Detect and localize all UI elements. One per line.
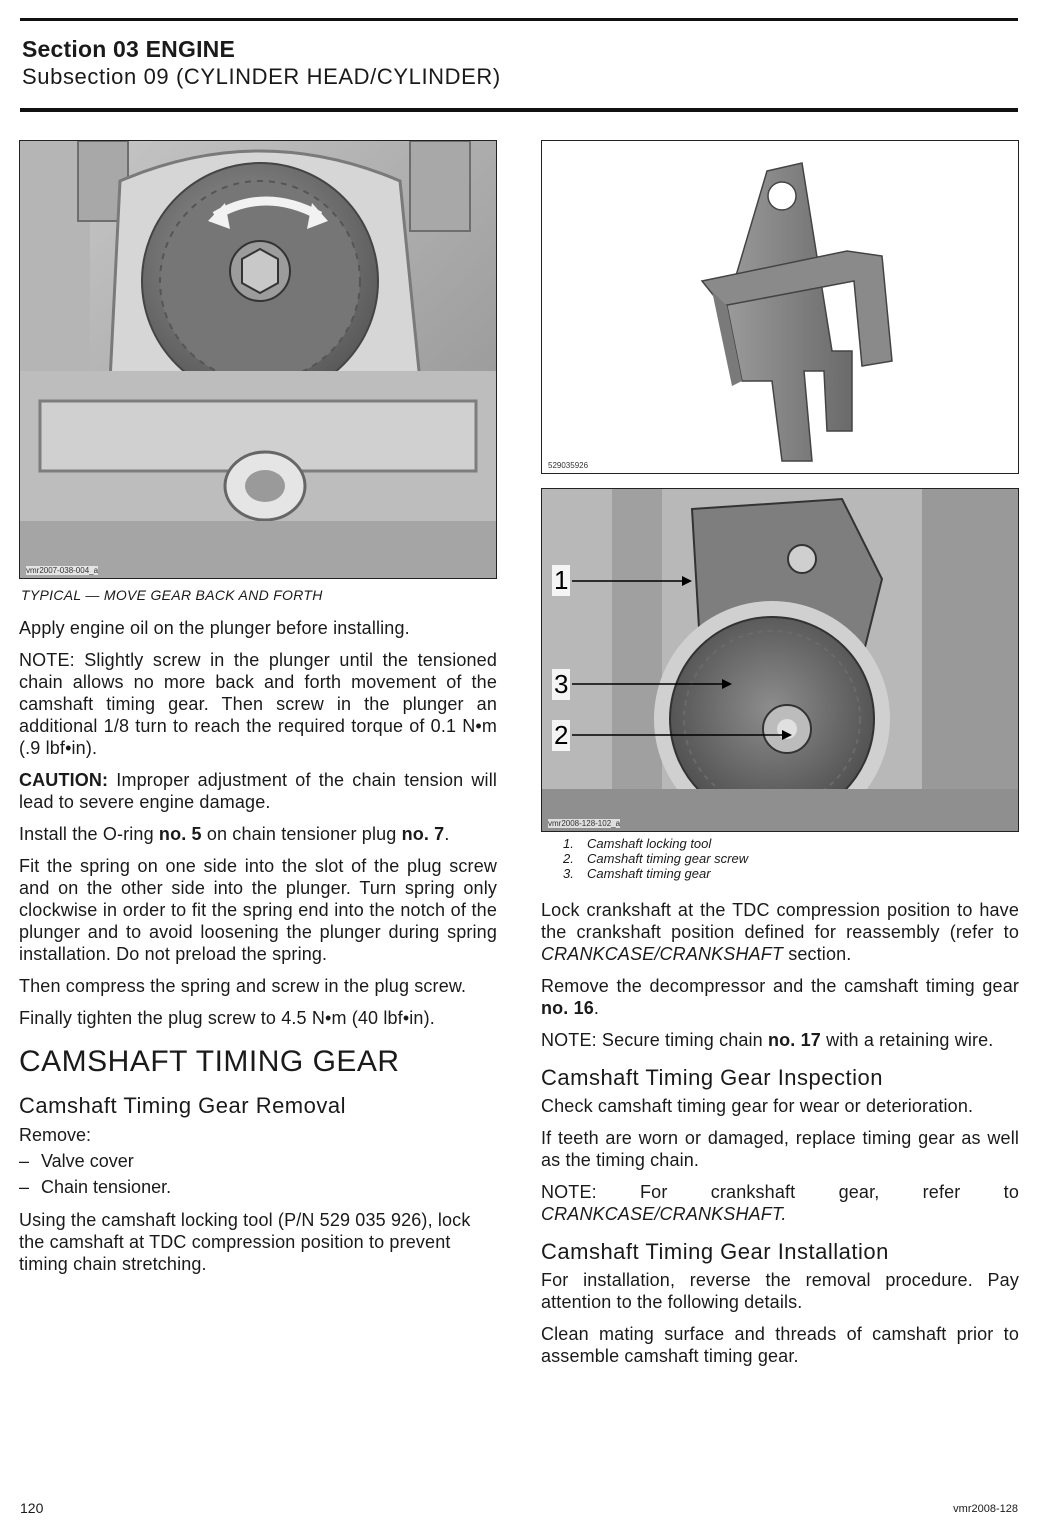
note-label: NOTE:	[541, 1182, 597, 1202]
text-run: .	[593, 998, 600, 1018]
installed-tool-illustration	[542, 489, 1018, 831]
paragraph-spring: Fit the spring on one side into the slot of the plug screw and on the other side into the plunger. Turn spring only clockwise in order to fit the spring end into the notch of the plunger and to avoid loosening the plunger during spring installation. Do not preload the spring.	[19, 856, 497, 964]
right-column	[541, 140, 1019, 1377]
note-label: NOTE:	[541, 1030, 597, 1050]
heading-installation: Camshaft Timing Gear Installation	[541, 1239, 889, 1264]
paragraph-compress: Then compress the spring and screw in the plug screw.	[19, 976, 467, 996]
paragraph-remove-decompressor	[541, 975, 1019, 1019]
note-timing-chain	[541, 1029, 1019, 1051]
document-code: vmr2008-128	[953, 1503, 1018, 1515]
legend-text: Camshaft locking tool	[587, 836, 712, 851]
figure-id: 529035926	[548, 461, 589, 470]
paragraph-oring	[19, 823, 497, 845]
legend-number: 1.	[563, 836, 574, 851]
section-reference: CRANKCASE/CRANKSHAFT.	[541, 1204, 787, 1224]
legend-item	[563, 851, 1019, 866]
figure-locking-tool	[541, 140, 1019, 474]
legend-number: 2.	[563, 851, 574, 866]
caution-text: Improper adjustment of the chain tension will lead to severe engine damage.	[19, 770, 497, 812]
remove-label: Remove:	[19, 1125, 92, 1145]
figure-caption: TYPICAL — MOVE GEAR BACK AND FORTH	[21, 587, 323, 603]
heading-camshaft-timing-gear: CAMSHAFT TIMING GEAR	[19, 1045, 400, 1078]
paragraph-teeth: If teeth are worn or damaged, replace timing gear as well as the timing chain.	[541, 1128, 1019, 1170]
figure-id: vmr2008-128-102_a	[548, 819, 621, 828]
figure-legend	[563, 836, 1019, 881]
legend-text: Camshaft timing gear screw	[587, 851, 749, 866]
paragraph-check: Check camshaft timing gear for wear or deterioration.	[541, 1096, 974, 1116]
text-run: .	[444, 824, 450, 844]
paragraph-lock-crankshaft	[541, 899, 1019, 965]
heading-inspection: Camshaft Timing Gear Inspection	[541, 1065, 883, 1090]
callout-1: 1	[554, 565, 569, 595]
caution-label: CAUTION:	[19, 770, 109, 790]
note-crankshaft-gear	[541, 1181, 1019, 1225]
note-label: NOTE:	[19, 650, 75, 670]
header-rule-bottom	[20, 108, 1018, 112]
legend-item	[563, 836, 1019, 851]
part-ref: no. 16	[541, 998, 594, 1018]
legend-number: 3.	[563, 866, 574, 881]
caution-block	[19, 769, 497, 813]
paragraph-reverse: For installation, reverse the removal procedure. Pay attention to the following details.	[541, 1270, 1019, 1312]
text-run: Install the O-ring	[19, 824, 159, 844]
header-rule-top	[20, 18, 1018, 21]
section-reference: CRANKCASE/CRANKSHAFT	[541, 944, 784, 964]
legend-text: Camshaft timing gear	[587, 866, 711, 881]
subsection-title: Subsection 09 (CYLINDER HEAD/CYLINDER)	[22, 64, 501, 89]
figure-id: vmr2007-038-004_a	[26, 566, 99, 575]
heading-removal: Camshaft Timing Gear Removal	[19, 1093, 346, 1118]
callout-3: 3	[554, 669, 569, 699]
text-run: Remove the decompressor and the camshaft timing gear	[541, 976, 1019, 996]
text-run: with a retaining wire.	[820, 1030, 994, 1050]
legend-item	[563, 866, 1019, 881]
locking-tool-illustration	[542, 141, 1018, 473]
paragraph-locking-tool: Using the camshaft locking tool (P/N 529 035 926), lock the camshaft at TDC compression position to prevent timing chain stretching.	[19, 1210, 471, 1274]
page-number: 120	[20, 1500, 44, 1516]
text-run: For crankshaft gear, refer to	[596, 1182, 1019, 1202]
list-item-text: Chain tensioner.	[41, 1177, 172, 1197]
figure-locking-tool-installed	[541, 488, 1019, 832]
section-title: Section 03 ENGINE	[22, 36, 236, 62]
engine-gear-illustration	[20, 141, 496, 578]
text-run: Lock crankshaft at the TDC compression position to have the crankshaft position defined for reassembly (refer to	[541, 900, 1019, 942]
text-run: Secure timing chain	[596, 1030, 768, 1050]
paragraph-tighten: Finally tighten the plug screw to 4.5 N•m (40 lbf•in).	[19, 1008, 435, 1028]
figure-cylinder-head-gear	[19, 140, 497, 579]
note-text: Slightly screw in the plunger until the tensioned chain allows no more back and forth movement of the camshaft timing gear. Then screw in the plunger an additional 1/8 turn to reach the required torque of 0.1 N•m (.9 lbf•in).	[19, 650, 497, 758]
note-plunger	[19, 649, 497, 759]
callout-2: 2	[554, 720, 569, 750]
part-ref: no. 5	[158, 824, 202, 844]
left-column	[19, 140, 497, 1285]
paragraph-oil: Apply engine oil on the plunger before installing.	[19, 618, 410, 638]
list-item-text: Valve cover	[41, 1151, 134, 1171]
list-item: – Valve cover	[19, 1151, 134, 1171]
paragraph-clean: Clean mating surface and threads of camshaft prior to assemble camshaft timing gear.	[541, 1324, 1019, 1366]
text-run: on chain tensioner plug	[201, 824, 402, 844]
text-run: section.	[783, 944, 852, 964]
list-item: – Chain tensioner.	[19, 1177, 172, 1197]
part-ref: no. 17	[768, 1030, 821, 1050]
part-ref: no. 7	[401, 824, 445, 844]
